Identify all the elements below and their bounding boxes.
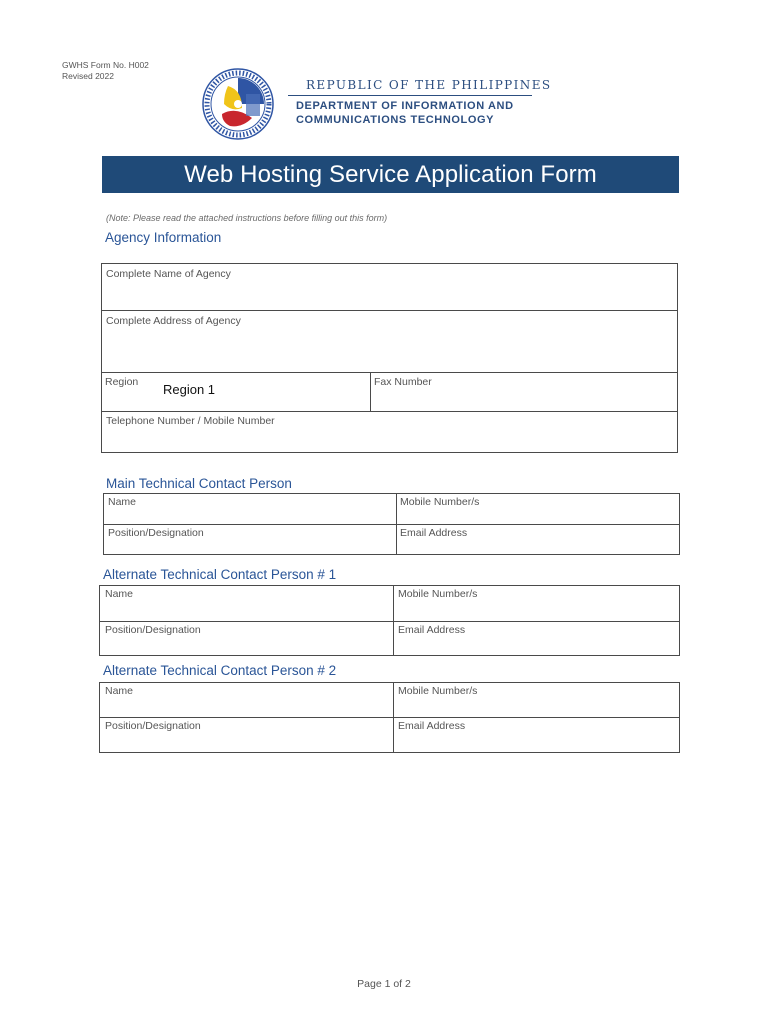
alt-contact-2-position-field[interactable] <box>100 718 393 752</box>
main-contact-name-label: Name <box>108 496 137 508</box>
main-contact-position-label: Position/Designation <box>108 527 204 539</box>
agency-address-field[interactable] <box>102 311 677 372</box>
alt-contact-1-mobile-label: Mobile Number/s <box>398 588 478 600</box>
alt-contact-1-name-field[interactable] <box>100 586 393 621</box>
phone-label: Telephone Number / Mobile Number <box>106 415 275 427</box>
alt-contact-1-mobile-field[interactable] <box>394 586 679 621</box>
alt-contact-2-mobile-label: Mobile Number/s <box>398 685 478 697</box>
fax-label: Fax Number <box>374 376 432 388</box>
alt-contact-2-email-label: Email Address <box>398 720 466 732</box>
alt-contact-1-table <box>99 585 680 656</box>
alt-contact-2-table <box>99 682 680 753</box>
department-name <box>296 99 514 127</box>
main-contact-name-field[interactable] <box>104 494 396 524</box>
main-contact-heading: Main Technical Contact Person <box>106 476 292 491</box>
agency-section-heading: Agency Information <box>105 230 222 245</box>
agency-address-label: Complete Address of Agency <box>106 315 241 327</box>
form-number: GWHS Form No. H002 <box>62 60 149 70</box>
main-contact-mobile-label: Mobile Number/s <box>400 496 480 508</box>
republic-text: REPUBLIC OF THE PHILIPPINES <box>306 78 552 92</box>
header-divider <box>288 95 532 96</box>
fax-field[interactable] <box>371 373 677 411</box>
alt-contact-2-email-field[interactable] <box>394 718 679 752</box>
alt-contact-1-name-label: Name <box>105 588 134 600</box>
alt-contact-1-heading: Alternate Technical Contact Person # 1 <box>103 567 337 582</box>
main-contact-table <box>103 493 680 555</box>
alt-contact-2-name-field[interactable] <box>100 683 393 717</box>
department-line-1: DEPARTMENT OF INFORMATION AND <box>296 100 514 112</box>
phone-field[interactable] <box>102 412 677 452</box>
alt-contact-2-heading: Alternate Technical Contact Person # 2 <box>103 663 337 678</box>
main-contact-position-field[interactable] <box>104 525 396 554</box>
alt-contact-1-email-label: Email Address <box>398 624 466 636</box>
main-contact-email-label: Email Address <box>400 527 468 539</box>
revised-date: Revised 2022 <box>62 71 114 81</box>
form-title: Web Hosting Service Application Form <box>102 156 679 193</box>
department-line-2: COMMUNICATIONS TECHNOLOGY <box>296 114 495 126</box>
region-value: Region 1 <box>163 382 216 397</box>
alt-contact-1-position-field[interactable] <box>100 622 393 655</box>
page-number: Page 1 of 2 <box>357 978 411 990</box>
main-contact-email-field[interactable] <box>397 525 679 554</box>
alt-contact-2-name-label: Name <box>105 685 134 697</box>
agency-name-field[interactable] <box>102 264 677 310</box>
alt-contact-1-position-label: Position/Designation <box>105 624 201 636</box>
instructions-note: (Note: Please read the attached instructions before filling out this form) <box>106 213 388 223</box>
alt-contact-2-position-label: Position/Designation <box>105 720 201 732</box>
alt-contact-1-email-field[interactable] <box>394 622 679 655</box>
agency-name-label: Complete Name of Agency <box>106 268 231 280</box>
alt-contact-2-mobile-field[interactable] <box>394 683 679 717</box>
form-number-block <box>62 60 149 82</box>
dict-seal-icon <box>202 68 274 140</box>
main-contact-mobile-field[interactable] <box>397 494 679 524</box>
agency-info-table <box>101 263 678 453</box>
region-field[interactable] <box>102 373 370 411</box>
region-label: Region <box>105 376 139 388</box>
